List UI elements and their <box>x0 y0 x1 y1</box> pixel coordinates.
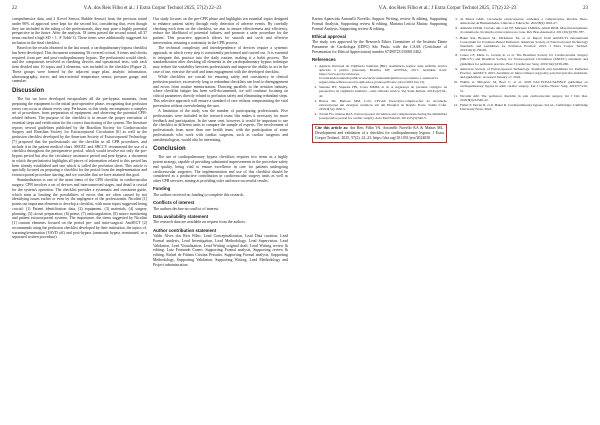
left-column-2 <box>153 17 288 417</box>
reference-text: Agência Nacional de Vigilância Sanitária (BR). Assistência segura: uma reflexão teórica aplicada à prática [Internet]. Brasília, DF: ANVISA; 2017. Available from: https://www.gov.br/anvisa/pt-br/centraisdeconteudo/publicacoes/servicosdesaude/publicacoes/caderno-1-assistencia-segura-uma-reflexao-teorica-aplicada-a-pratica.pdf/view [cited 2023 Jun 12]. <box>319 63 447 85</box>
reference-text: Fisher F, Perrier R, et al. Baker R. Cardiopulmonary bypass, 3rd ed., Cambridge: Cambridge University Press; 2022. <box>460 102 588 112</box>
reference-list <box>312 64 447 121</box>
reference-text: Torrati FG, Dantas RAS. Extracorporeal circulation and complications during the immediate postoperative period for cardiac surgery. Acta Paul Enferm. 2012;25(3):340-5. <box>319 112 447 121</box>
reference-text: American Society of Extracorporeal Technology. Standards and Guidelines for Perfusion Practice. AmSECT. 2023. Available at: https://amsect.org/policy-practice/practice-standards-and-guidelines/. Accessed January 17, 2024. <box>460 66 588 80</box>
reference-number: 6. <box>455 26 458 31</box>
references-heading: References <box>312 57 336 62</box>
reference-number: 11. <box>453 93 458 98</box>
data-availability-text: The research data are available on request from the authors. <box>153 220 246 225</box>
right-running-head <box>312 6 588 12</box>
body-paragraph: While checklists are crucial for ensuring safety and consistency in clinical perfusion practice, excessively long or redundant checklists can lead to disengagement and errors from routine memorization. Drawing parallels to the aviation industry, where checklist fatigue has been well-documented, we will continue focusing on critical parameters directly related to perfusion safety and eliminating redundant steps. This selective approach will ensure a standard of care without compromising the vital prevention without overwhelming the user. <box>153 75 288 108</box>
body-paragraph: Standardization is one of the main items of the CPB checklist in cardiovascular surgery. CPB involves a set of devices and interconnected stages, and detail is crucial for the system's operation. The checklist provides a systematic and consistent guide, which aims at limiting the possibilities of errors that are often caused by not identifying issues earlier or even by the negligence of the professionals. Nicolini [1] points out important elements to develop a checklist, with main topics suggested being crucial: (1) Patient identification data, (2) equipment, (3) materials, (4) surgery planning, (5) circuit preparation, (6) prime, (7) anticoagulation, (8) macro monitoring and patient extracorporeal systems. The importance, the items suggested by Nicolini [1] contain elements focused on the period pre- and intra-surgical. AmSECT [2] recommends using the perfusion checklist developed by their institution, the topics of: warming/termination (VAVD off) and post-bypass (ammonia bypass terminated, or a separated written procedure). <box>12 178 147 240</box>
author-contribution-text: Valdir Alves dos Reis Filho: Lead Conceptualization, Lead Data curation, Lead Formal analysis, Lead Investigation, Lead Methodology, Lead Supervision, Lead Validation, Lead Visualization, Lead Writing original draft, Lead Writing review & editing. Luiz Fernando Caneo: Supporting Formal analysis, Supporting review & editing. Rafael de Fátima Cristina Pessutto, Supporting Formal analysis, Supporting Methodology, Supporting Validation, Supporting Writing, Lead Methodology and Project administration. <box>153 234 288 267</box>
body-paragraph: comprehensive data, and 2 (Level Sensor, Bubble Sensor) from the previous round under 90% of approval were kept for the second list, considering that, even though they are included in the ruling of the professionals, they may pose a highly potential perspective in the future. After the analysis, 18 items passed the second round, all 37 items reached a high SD < 1. ® Table 3). These items were additionally suggested for inclusion in the final checklist. <box>12 17 147 45</box>
right-column-4 <box>453 17 588 417</box>
reference-text: Nicolini AM. The perfusion checklist in safe cardiovascular surgery. Int J Dev Res. 2019;8(3):22540-42. <box>460 93 588 102</box>
body-paragraph: The list we have developed encapsulates all the pre-bypass moments, from preparing the equipment to the initial post-operative phase, recognizing that perfusion errors can occur at almost every step. Perfusion, in this study, encompasses a complex set of procedures, from preparation of equipment, and observing the potential CPB-related failures. The purpose of the checklist is to ensure the proper execution of essential steps and verification for the correct functioning of the system. The literature reports several guidelines published by the Brazilian Society for Cardiovascular Surgery and Brazilian Society for Extracorporeal Circulation [6] as well as the perfusion checklist developed by the American Society of Extracorporeal Technology [7] proposed that the professionals use the checklist in all CPB procedures, and include it in the patient medical chart. SBCEC and SBCCV recommend the use of a checklist throughout the perioperative period, which would involve not only the pre-bypass period but also the circulatory assistance period and post-bypass; a document in which the perfusionist highlights all pieces of information related to this period has been already established and one which is called the perfusion sheet. This article is specially focused on preparing a checklist for the period from the implementation and extracorporeal procedure starting, and we consider that we have attained this goal. <box>12 97 147 178</box>
author-contribution-heading: Author contribution statement <box>153 227 217 233</box>
reference-item <box>453 26 588 34</box>
reference-item <box>453 17 588 25</box>
body-paragraph: Our study focuses on the pre-CPB phase and highlights ten essential topics designed to enhance patient safety through early detection of adverse events. By carefully checking each item on the checklist, we aim to ensure effectiveness and efficiency, reduce the likelihood of potential failures, and promote a safer procedure for the patient. This proactive approach allows for smooth and swift and effective intervention, ensuring a continuity in the CPB process. <box>153 17 288 45</box>
discussion-heading: Discussion <box>12 88 45 95</box>
body-paragraph: A limitation of the study was the number of participating professionals. Five perfusionists were included in the research team; this makes it necessary for more feedback and participation. In the same cent, however, it would be important to use the checklist in different units to compare the sample of experts. The involvement of professionals from more than one health team, with the participation of some professionals who work with cardiac surgeons, such as cardiac surgeons and anesthesiologists, would also be interesting. <box>153 109 288 142</box>
reference-text: Caneo LF, Matte G, Groom R, et al. The Brazilian Society for Cardiovascular Surgery (SBCCV) and Brazilian Society for Extracorporeal Circulation (SBCEC) standards and guidelines for perfusion practice. Braz J Cardiovasc Surg. 2019;34(2):239-260. <box>460 53 588 66</box>
body-paragraph: The use of cardiopulmonary bypass checklists requires two items as a highly potent strategy, capable of providing substantial improvements in the procedure safety and quality, being vital to ensure excellence in care for patients undergoing cardiovascular surgeries. The implementation and use of this checklist should be considered as a productive contribution in cardiovascular surgery units as well as other CPB services, aiming at providing safer and more successful results. <box>153 155 288 184</box>
reference-number: 3. <box>314 98 317 103</box>
reference-number: 10. <box>453 80 458 85</box>
reference-number: 2. <box>314 85 317 90</box>
body-paragraph: The technical complexity and interdependence of devices require a systemic approach, in which every step is consistently performed and carried out. It is essential to integrate this practice into the daily routine, making it a habit process. The standardization after checking all elements in the cardiopulmonary bypass technique may reduce the variability between professionals and improve the ability to act in the case of use, exercise the staff and team engagement with the developed checklist. <box>153 46 288 74</box>
reference-text: Santana HT, Siqueira HN, Costa MMM, et al. A segurança do paciente cirúrgico na perspectiva da vigilância sanitária – uma reflexão teórica. Vig Sanit Debate. 2014;2(2):34–42. <box>319 85 447 98</box>
citation-text: dos Reis Filho VA, Antonelli Novello KA & Matias ML. Development and validation of a checklist for cardiopulmonary bypass. J Extra Corpor Technol. 2025, 57(2), 22–23. https://doi.org/10.1051/ject/2024030 <box>315 126 444 140</box>
funding-heading: Funding <box>153 186 171 192</box>
reference-item <box>453 103 588 111</box>
ethics-text: The study was approved by the Research Ethics Committee of the Instituto Dante Pazzanese de Cardiologia (IDPC) São Paulo, with the CAAE (Certificate of Presentation for Ethical Appreciation) number 67490723.9.0000.5462. <box>312 40 447 54</box>
reference-number: 4. <box>314 112 317 117</box>
reference-item <box>453 36 588 53</box>
funding-text: The authors received no funding to complete this research. <box>153 192 245 197</box>
reference-item <box>312 64 447 85</box>
right-page <box>300 0 600 425</box>
left-page-number: 22 <box>12 6 17 11</box>
conflicts-text: The authors declare no conflict of interest. <box>153 206 220 211</box>
citation-box <box>312 124 447 143</box>
left-running-head <box>12 6 288 12</box>
reference-item <box>312 85 447 97</box>
conflicts-heading: Conflicts of interest <box>153 200 195 206</box>
left-column-1 <box>12 17 147 417</box>
reference-number: 1. <box>314 63 317 68</box>
reference-text: Barros SR, Barbosa MM, Lobo CFCAP. Prescrição-complicações da circulação extracorpórea em cirurgias cardíacas em um Hospital da Região Norte. Saúde Colet. 2019;9(51):1650-5. <box>319 98 447 112</box>
reference-number: 9. <box>455 66 458 71</box>
right-page-number: 23 <box>583 6 588 11</box>
right-running-title: V.A. dos Reis Filho et al.: J Extra Corpor Technol 2025, 57(2) 22–23 <box>378 6 517 11</box>
left-running-title: V.A. dos Reis Filho et al.: J Extra Corpor Technol 2025, 57(2) 22–23 <box>83 6 222 11</box>
body-paragraph: Based on the results obtained in the last round, a cardiopulmonary bypass checklist has been developed. This document containing 56 covered critical, 8 items and checks required, from pre- and post-cardiopulmonary bypass. The perfusionist would check, and the components involved in checking devices and operational tests, with each item divided into 10 topics and 3 elements, was included in the checklist (Figure 2). These groups were formed by the adjacent stage plan, analytic information, ultrasonography, tracer, and intra-arterial temperature sensor, pressure gauge, and cannulae. <box>12 46 147 84</box>
reference-list <box>453 17 588 111</box>
right-column-3 <box>312 17 447 417</box>
reference-text: de Matos GMC. Circulação extracorpórea: acidentes e complicações. Revista Ibero-Americana de Humanidades, Ciências e Educação. 2022;8(9):1816-27. <box>460 17 588 26</box>
reference-item <box>312 112 447 120</box>
reference-text: Almeida CEDD, Curvelo AR, Cari EF, Marques LMDSA, Abadi REM. Mau funcionamento do sistema de circulação extracorpórea no cone. Rev Bras Anestesiol. 2011;61(6):781-787. <box>460 26 588 35</box>
reference-item <box>453 53 588 65</box>
citation-label: Cite this article as: <box>315 126 349 131</box>
reference-number: 5. <box>455 17 458 21</box>
ethics-heading: Ethical approval <box>312 33 346 39</box>
data-availability-heading: Data availability statement <box>153 213 209 219</box>
reference-item <box>453 80 588 92</box>
reference-text: Wahba A, Milojevic M, Boer C, et al. 2019 EACTS/EACTA/EBCP guidelines on cardiopulmonary bypass in adult cardiac surgery. Eur J Cardio-Thorac Surg. 2019;57:210-51. <box>460 80 588 93</box>
reference-number: 12. <box>453 102 458 107</box>
reference-text: Baker RA, Bronson SL, Dickinson TA, et al. Report from AmSECT's International Consortium for Evidence-Based Perfusion: American Society of Extracorporeal Technology Standards and Guidelines for Perfusion Practice: 2013. J Extra Corpor Technol. 2013;45(3):156-66. <box>460 35 588 53</box>
body-paragraph: Karina Aparecida Antonelli Novello: Support Writing, review & editing, Supporting Formal Analysis, Supporting review & editing. Mariana Leticia Matias: Supporting Formal Analysis, Supporting review & editing. <box>312 17 447 31</box>
reference-number: 7. <box>455 35 458 40</box>
reference-item <box>453 94 588 102</box>
conclusion-heading: Conclusion <box>153 146 186 153</box>
reference-number: 8. <box>455 53 458 58</box>
reference-item <box>312 99 447 111</box>
reference-item <box>453 67 588 79</box>
